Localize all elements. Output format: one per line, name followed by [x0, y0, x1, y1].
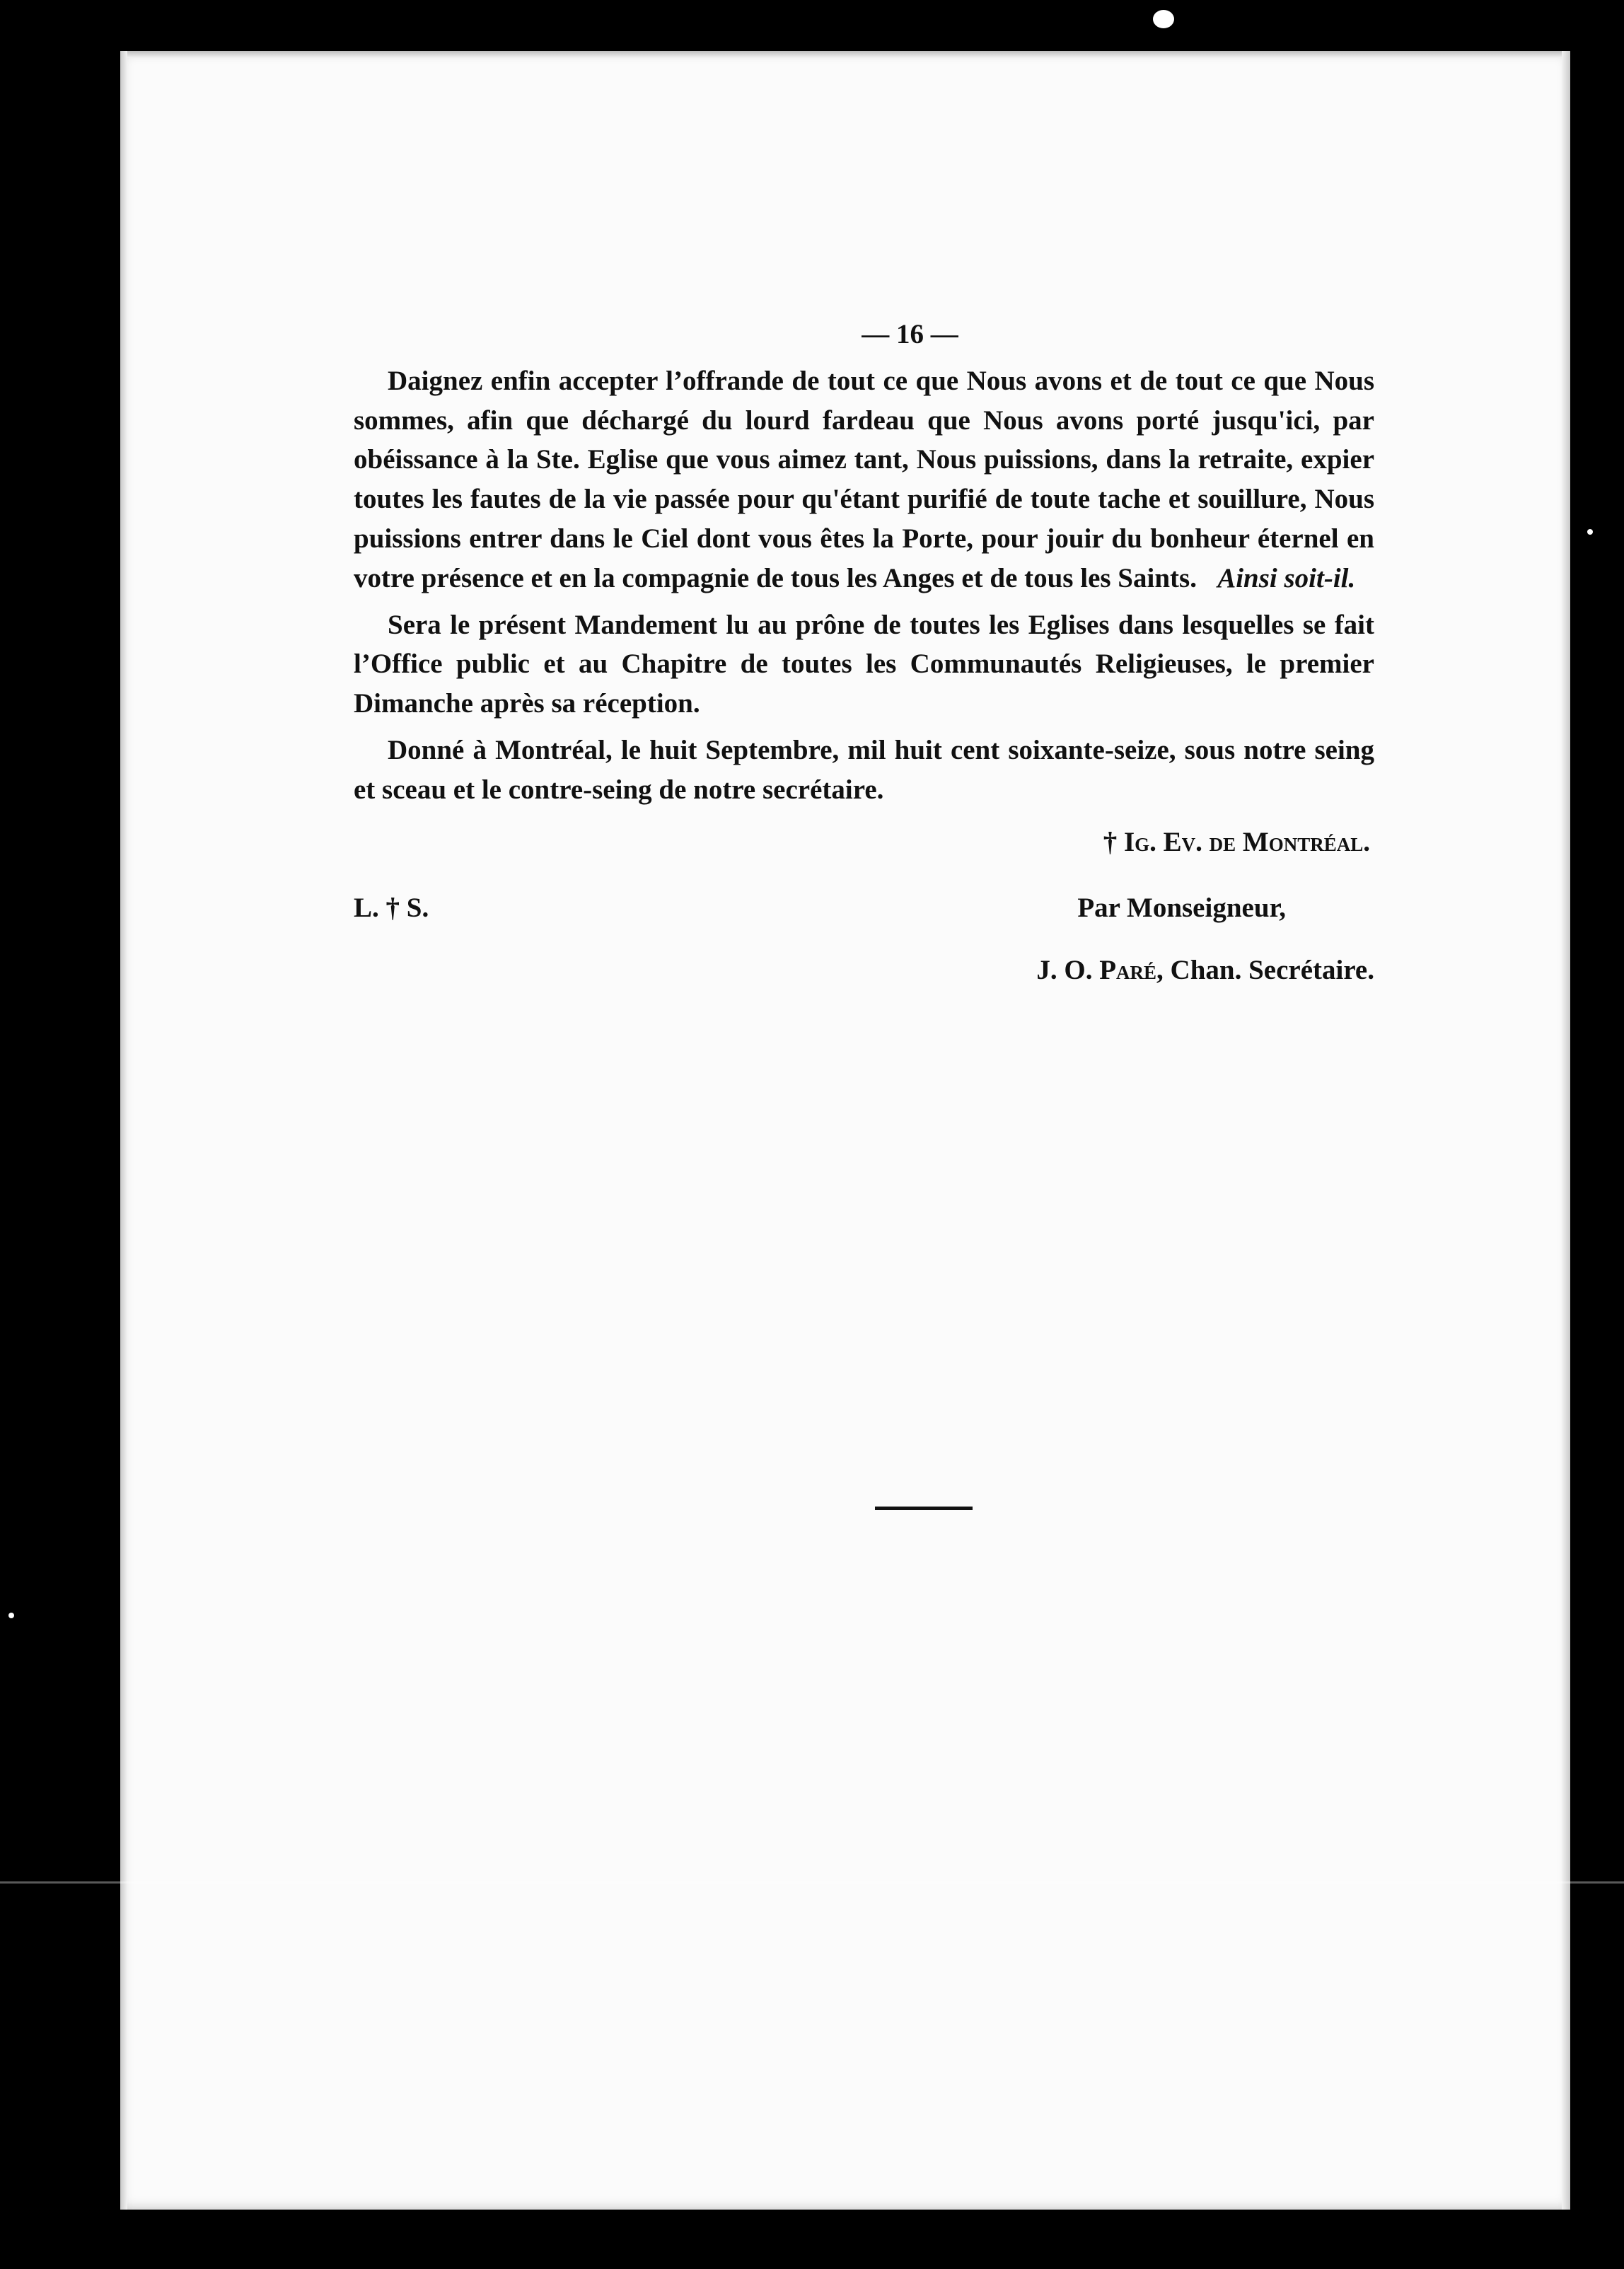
scan-speck — [1587, 529, 1593, 535]
end-rule — [875, 1507, 973, 1510]
paragraph-dated: Donné à Montréal, le huit Septembre, mil huit cent soixante-seize, sous notre seing et sceau et le contre-seing de notre secrétaire. — [354, 734, 1374, 805]
page-left-edge — [120, 51, 127, 2210]
scan-speck — [8, 1613, 14, 1618]
page-right-edge — [1562, 51, 1570, 2210]
closing-amen: Ainsi soit-il. — [1217, 562, 1356, 593]
scan-line — [0, 1881, 1624, 1884]
page-number: — 16 — — [862, 319, 958, 349]
by-order-line: Par Monseigneur, — [1077, 893, 1286, 924]
paragraph-reading-order: Sera le présent Mandement lu au prône de toutes les Eglises dans lesquelles se fait l’Office public et au Chapitre de toutes les Communautés Religieuses, le premier Dimanche après sa réception. — [354, 609, 1374, 719]
seal-row — [354, 888, 1374, 928]
secretary-title: , Chan. Secrétaire. — [1156, 955, 1374, 986]
secretary-name: J. O. Paré — [1036, 955, 1157, 986]
paragraph-prayer — [354, 361, 1374, 598]
secretary-line — [354, 951, 1374, 990]
paragraph-prayer-text: Daignez enfin accepter l’offrande de tout ce que Nous avons et de tout ce que Nous sommes, afin que déchargé du lourd fardeau que Nous avons porté jusqu'ici, par obéissance à la Ste. Eglise que vous aimez tant, Nous puissions, dans la retraite, expier toutes les fautes de la vie passée pour qu'étant purifié de toute tache et souillure, Nous puissions entrer dans le Ciel dont vous êtes la Porte, pour jouir du bonheur éternel en votre présence et en la compagnie de tous les Anges et de tous les Saints. — [354, 365, 1374, 593]
page-text — [354, 315, 1374, 990]
seal-mark: L. † S. — [354, 893, 429, 924]
scan-speck — [1153, 10, 1174, 28]
bishop-signature: † Ig. Ev. de Montréal. — [1103, 826, 1370, 857]
page-top-edge — [120, 51, 1570, 58]
